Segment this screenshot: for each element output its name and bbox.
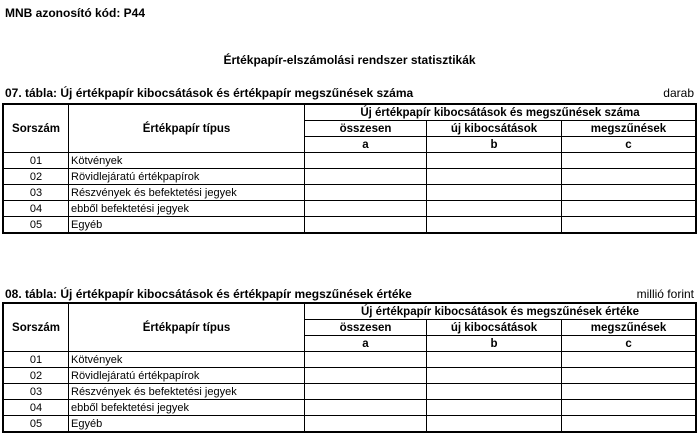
cell-terminations[interactable]	[562, 185, 696, 201]
row-number: 05	[4, 217, 69, 233]
row-label: Egyéb	[69, 416, 305, 432]
cell-total[interactable]	[305, 169, 427, 185]
col-header-new-issues: új kibocsátások	[427, 320, 562, 336]
cell-new-issues[interactable]	[427, 384, 562, 400]
col-header-terminations: megszűnések	[562, 121, 696, 137]
mnb-code-title: MNB azonosító kód: P44	[5, 6, 146, 20]
table-row	[4, 185, 696, 201]
row-label: Egyéb	[69, 217, 305, 233]
col-header-new-issues: új kibocsátások	[427, 121, 562, 137]
cell-total[interactable]	[305, 416, 427, 432]
page-title: Értékpapír-elszámolási rendszer statisztikák	[223, 53, 476, 67]
row-number: 02	[4, 368, 69, 384]
col-header-total: összesen	[305, 121, 427, 137]
cell-total[interactable]	[305, 352, 427, 368]
row-number: 02	[4, 169, 69, 185]
cell-new-issues[interactable]	[427, 153, 562, 169]
row-label: ebből befektetési jegyek	[69, 201, 305, 217]
row-number: 05	[4, 416, 69, 432]
group-header: Új értékpapír kibocsátások és megszűnések száma	[305, 105, 696, 121]
cell-total[interactable]	[305, 153, 427, 169]
cell-new-issues[interactable]	[427, 368, 562, 384]
col-header-type: Értékpapír típus	[69, 105, 305, 153]
table-row	[4, 201, 696, 217]
row-number: 04	[4, 201, 69, 217]
cell-terminations[interactable]	[562, 153, 696, 169]
cell-total[interactable]	[305, 400, 427, 416]
cell-new-issues[interactable]	[427, 185, 562, 201]
cell-total[interactable]	[305, 217, 427, 233]
col-header-serial: Sorszám	[4, 105, 69, 153]
row-number: 01	[4, 153, 69, 169]
cell-terminations[interactable]	[562, 352, 696, 368]
col-letter-a: a	[305, 137, 427, 153]
row-label: Kötvények	[69, 153, 305, 169]
table-07-unit: darab	[663, 86, 694, 100]
row-label: Rövidlejáratú értékpapírok	[69, 368, 305, 384]
table-row	[4, 352, 696, 368]
row-number: 01	[4, 352, 69, 368]
cell-total[interactable]	[305, 384, 427, 400]
cell-total[interactable]	[305, 201, 427, 217]
col-letter-a: a	[305, 336, 427, 352]
cell-total[interactable]	[305, 368, 427, 384]
table-row	[4, 169, 696, 185]
cell-terminations[interactable]	[562, 400, 696, 416]
col-letter-b: b	[427, 137, 562, 153]
row-number: 03	[4, 384, 69, 400]
table-row	[4, 153, 696, 169]
row-number: 04	[4, 400, 69, 416]
cell-terminations[interactable]	[562, 368, 696, 384]
row-label: ebből befektetési jegyek	[69, 400, 305, 416]
col-header-total: összesen	[305, 320, 427, 336]
table-row	[4, 384, 696, 400]
cell-new-issues[interactable]	[427, 400, 562, 416]
cell-terminations[interactable]	[562, 217, 696, 233]
table-08-unit: millió forint	[636, 287, 694, 301]
cell-terminations[interactable]	[562, 384, 696, 400]
table-07-caption: 07. tábla: Új értékpapír kibocsátások és értékpapír megszűnések száma	[5, 86, 414, 100]
table-07	[3, 104, 696, 233]
table-row	[4, 400, 696, 416]
group-header: Új értékpapír kibocsátások és megszűnések értéke	[305, 304, 696, 320]
table-row	[4, 416, 696, 432]
col-header-terminations: megszűnések	[562, 320, 696, 336]
cell-new-issues[interactable]	[427, 352, 562, 368]
col-header-type: Értékpapír típus	[69, 304, 305, 352]
table-row	[4, 217, 696, 233]
col-header-serial: Sorszám	[4, 304, 69, 352]
cell-terminations[interactable]	[562, 201, 696, 217]
table-08-caption: 08. tábla: Új értékpapír kibocsátások és értékpapír megszűnések értéke	[5, 287, 412, 301]
cell-new-issues[interactable]	[427, 169, 562, 185]
cell-terminations[interactable]	[562, 169, 696, 185]
cell-new-issues[interactable]	[427, 201, 562, 217]
table-row	[4, 368, 696, 384]
cell-new-issues[interactable]	[427, 217, 562, 233]
cell-new-issues[interactable]	[427, 416, 562, 432]
row-label: Kötvények	[69, 352, 305, 368]
col-letter-b: b	[427, 336, 562, 352]
row-label: Részvények és befektetési jegyek	[69, 185, 305, 201]
row-number: 03	[4, 185, 69, 201]
table-08	[3, 303, 696, 432]
col-letter-c: c	[562, 336, 696, 352]
cell-total[interactable]	[305, 185, 427, 201]
cell-terminations[interactable]	[562, 416, 696, 432]
col-letter-c: c	[562, 137, 696, 153]
row-label: Részvények és befektetési jegyek	[69, 384, 305, 400]
row-label: Rövidlejáratú értékpapírok	[69, 169, 305, 185]
